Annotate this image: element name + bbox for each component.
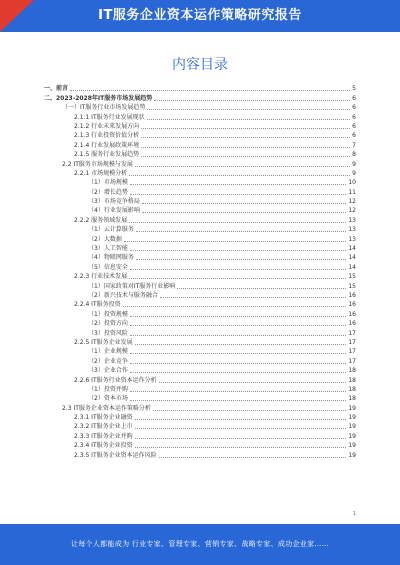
toc-leader-dots	[130, 325, 347, 326]
toc-leader-dots	[177, 288, 346, 289]
toc-entry-page: 14	[348, 263, 356, 271]
toc-entry-label: （1）投资规模	[88, 310, 128, 318]
toc-leader-dots	[130, 316, 347, 317]
toc-entry[interactable]	[44, 385, 356, 394]
toc-entry-label: 2.2.3 行业技术发展	[74, 273, 128, 281]
toc-entry[interactable]	[44, 131, 356, 140]
page-number: 1	[352, 511, 356, 517]
toc-entry[interactable]	[44, 225, 356, 234]
toc-leader-dots	[135, 428, 347, 429]
toc-entry[interactable]	[44, 366, 356, 375]
toc-entry-page: 14	[348, 254, 356, 262]
toc-leader-dots	[136, 231, 347, 232]
toc-leader-dots	[130, 353, 347, 354]
toc-entry-page: 17	[348, 348, 356, 356]
toc-entry-label: （2）投资方向	[88, 320, 128, 328]
toc-leader-dots	[130, 391, 347, 392]
toc-leader-dots	[141, 137, 350, 138]
toc-entry-label: 2.2.6 IT服务行业资本运作分析	[74, 376, 157, 384]
toc-entry-page: 7	[352, 141, 356, 149]
toc-entry-page: 5	[352, 85, 356, 93]
report-title: IT服务企业资本运作策略研究报告	[98, 8, 302, 23]
toc-entry[interactable]	[44, 291, 356, 300]
toc-leader-dots	[129, 175, 350, 176]
toc-entry[interactable]	[44, 375, 356, 384]
toc-entry-page: 18	[348, 376, 356, 384]
toc-entry-label: （2）企业竞争	[88, 357, 128, 365]
toc-entry-page: 15	[348, 273, 356, 281]
toc-leader-dots	[135, 447, 347, 448]
toc-entry[interactable]	[44, 150, 356, 159]
toc-entry-label: （2）资本市场	[88, 395, 128, 403]
toc-entry-page: 6	[352, 113, 356, 121]
toc-entry-label: 2.1.4 行业发展政策环境	[74, 141, 140, 149]
toc-entry-label: 一、前言	[44, 85, 69, 93]
toc-entry-page: 6	[352, 104, 356, 112]
toc-entry-page: 16	[348, 310, 356, 318]
toc-entry-page: 13	[348, 235, 356, 243]
toc-entry[interactable]	[44, 215, 356, 224]
toc-entry[interactable]	[44, 272, 356, 281]
toc-entry-label: 2.2.4 IT服务投资	[74, 301, 121, 309]
toc-entry[interactable]	[44, 197, 356, 206]
toc-entry-label: （2）大数据	[88, 235, 122, 243]
toc-entry-label: （3）企业合作	[88, 367, 128, 375]
toc-leader-dots	[141, 128, 350, 129]
toc-entry-page: 19	[348, 414, 356, 422]
toc-entry-page: 18	[348, 385, 356, 393]
toc-leader-dots	[159, 382, 347, 383]
toc-entry-page: 11	[348, 188, 356, 196]
toc-entry[interactable]	[44, 187, 356, 196]
toc-entry-page: 19	[348, 423, 356, 431]
toc-entry-page: 8	[352, 151, 356, 159]
toc-entry-page: 15	[348, 282, 356, 290]
toc-entry-page: 9	[352, 169, 356, 177]
toc-entry-label: （3）人工智能	[88, 245, 128, 253]
toc-leader-dots	[159, 457, 347, 458]
toc-entry-label: 2.3.5 IT服务企业资本运作风险	[74, 451, 157, 459]
toc-entry-page: 16	[348, 301, 356, 309]
toc-entry[interactable]	[44, 281, 356, 290]
toc-entry[interactable]	[44, 328, 356, 337]
toc-entry[interactable]	[44, 319, 356, 328]
toc-entry-label: 2.3 IT服务企业资本运作策略分析	[62, 404, 151, 412]
toc-entry-page: 6	[352, 132, 356, 140]
toc-entry-label: （一）IT服务行业市场发展趋势	[62, 104, 146, 112]
toc-entry[interactable]	[44, 93, 356, 102]
toc-heading: 内容目录	[172, 57, 228, 73]
toc-entry-label: 2.1.1 IT服务行业发展现状	[74, 113, 145, 121]
toc-entry-label: 2.2.2 服务领域发展	[74, 216, 128, 224]
toc-entry-label: 2.3.2 IT服务企业上市	[74, 423, 133, 431]
toc-leader-dots	[141, 156, 350, 157]
toc-entry-page: 17	[348, 357, 356, 365]
toc-entry-label: （1）投资并购	[88, 385, 128, 393]
toc-entry-label: 2.2.1 市场规模分析	[74, 169, 128, 177]
toc-entry[interactable]	[44, 84, 356, 93]
toc-leader-dots	[130, 372, 347, 373]
toc-leader-dots	[135, 166, 350, 167]
toc-entry[interactable]	[44, 338, 356, 347]
toc-entry-label: （1）市场规模	[88, 179, 128, 187]
toc-entry[interactable]	[44, 103, 356, 112]
toc-entry-page: 19	[348, 442, 356, 450]
toc-entry-page: 19	[348, 432, 356, 440]
toc-entry[interactable]	[44, 122, 356, 131]
toc-leader-dots	[130, 194, 347, 195]
toc-entry-page: 16	[348, 320, 356, 328]
toc-leader-dots	[142, 203, 347, 204]
toc-entry-page: 13	[348, 216, 356, 224]
toc-entry[interactable]	[44, 441, 356, 450]
toc-leader-dots	[147, 119, 351, 120]
toc-entry-page: 9	[352, 160, 356, 168]
toc-entry-label: （4）物联网服务	[88, 254, 134, 262]
toc-entry[interactable]	[44, 309, 356, 318]
toc-leader-dots	[154, 100, 350, 101]
toc-entry[interactable]	[44, 403, 356, 412]
toc-entry-label: （1）企业规模	[88, 348, 128, 356]
toc-leader-dots	[129, 278, 346, 279]
toc-entry-label: （1）云计算服务	[88, 226, 134, 234]
toc-leader-dots	[160, 297, 347, 298]
footer-bar	[0, 524, 400, 565]
toc-entry-label: 2.2 IT服务市场规模与发展	[62, 160, 133, 168]
toc-entry-page: 18	[348, 367, 356, 375]
toc-entry[interactable]	[44, 244, 356, 253]
toc-entry[interactable]	[44, 300, 356, 309]
toc-entry-label: 二、2023-2028年IT服务市场发展趋势	[44, 94, 153, 102]
toc-leader-dots	[70, 90, 350, 91]
toc-leader-dots	[153, 410, 346, 411]
toc-entry[interactable]	[44, 140, 356, 149]
toc-entry-label: 2.3.1 IT服务企业融资	[74, 414, 133, 422]
toc-entry[interactable]	[44, 394, 356, 403]
toc-leader-dots	[130, 250, 347, 251]
toc-entry-page: 13	[348, 226, 356, 234]
toc-entry-label: 2.1.2 行业未来发展方向	[74, 122, 140, 130]
toc-entry-label: （5）信息安全	[88, 263, 128, 271]
toc-entry-page: 12	[348, 198, 356, 206]
toc-entry-label: （3）投资风险	[88, 329, 128, 337]
toc-leader-dots	[141, 147, 350, 148]
toc-entry-label: 2.3.3 IT服务企业并购	[74, 432, 133, 440]
table-of-contents	[44, 84, 356, 460]
toc-leader-dots	[135, 438, 347, 439]
toc-entry-label: 2.2.5 IT服务企业发展	[74, 338, 133, 346]
toc-entry[interactable]	[44, 422, 356, 431]
toc-entry[interactable]	[44, 262, 356, 271]
toc-leader-dots	[136, 259, 347, 260]
toc-entry[interactable]	[44, 234, 356, 243]
toc-entry[interactable]	[44, 450, 356, 459]
toc-leader-dots	[123, 306, 347, 307]
toc-leader-dots	[142, 212, 347, 213]
toc-entry-page: 6	[352, 94, 356, 102]
header-bar	[0, 0, 400, 32]
toc-entry[interactable]	[44, 413, 356, 422]
toc-entry-label: （2）增长趋势	[88, 188, 128, 196]
toc-entry-label: 2.1.5 服务行业发展趋势	[74, 151, 140, 159]
toc-leader-dots	[130, 400, 347, 401]
toc-entry-page: 12	[348, 207, 356, 215]
toc-entry[interactable]	[44, 159, 356, 168]
toc-entry[interactable]	[44, 347, 356, 356]
toc-entry-label: （1）国家政策对IT服务行业影响	[88, 282, 176, 290]
toc-entry[interactable]	[44, 253, 356, 262]
toc-leader-dots	[130, 184, 347, 185]
toc-entry[interactable]	[44, 356, 356, 365]
toc-entry-label: （3）市场竞争格局	[88, 198, 140, 206]
toc-entry-label: （2）新兴技术与服务融合	[88, 291, 158, 299]
toc-entry[interactable]	[44, 169, 356, 178]
toc-leader-dots	[135, 419, 347, 420]
toc-entry-page: 17	[348, 329, 356, 337]
toc-entry-page: 6	[352, 122, 356, 130]
toc-leader-dots	[124, 241, 347, 242]
toc-entry-page: 14	[348, 245, 356, 253]
toc-entry-page: 19	[348, 404, 356, 412]
toc-entry-page: 19	[348, 451, 356, 459]
toc-entry-page: 18	[348, 395, 356, 403]
toc-entry[interactable]	[44, 112, 356, 121]
toc-entry-label: 2.3.4 IT服务企业投资	[74, 442, 133, 450]
toc-entry-page: 17	[348, 338, 356, 346]
toc-leader-dots	[130, 335, 347, 336]
footer-slogan: 让每个人都能成为 行业专家、管理专家、营销专家、战略专家、成功企业家……	[70, 540, 330, 548]
toc-entry[interactable]	[44, 206, 356, 215]
toc-entry-page: 16	[348, 291, 356, 299]
toc-entry-page: 10	[348, 179, 356, 187]
toc-leader-dots	[130, 269, 347, 270]
toc-entry-label: 2.1.3 行业投资价值分析	[74, 132, 140, 140]
toc-leader-dots	[130, 363, 347, 364]
toc-entry-label: （4）行业发展影响	[88, 207, 140, 215]
toc-leader-dots	[129, 222, 346, 223]
toc-leader-dots	[135, 344, 347, 345]
toc-entry[interactable]	[44, 431, 356, 440]
toc-entry[interactable]	[44, 178, 356, 187]
toc-leader-dots	[147, 109, 350, 110]
